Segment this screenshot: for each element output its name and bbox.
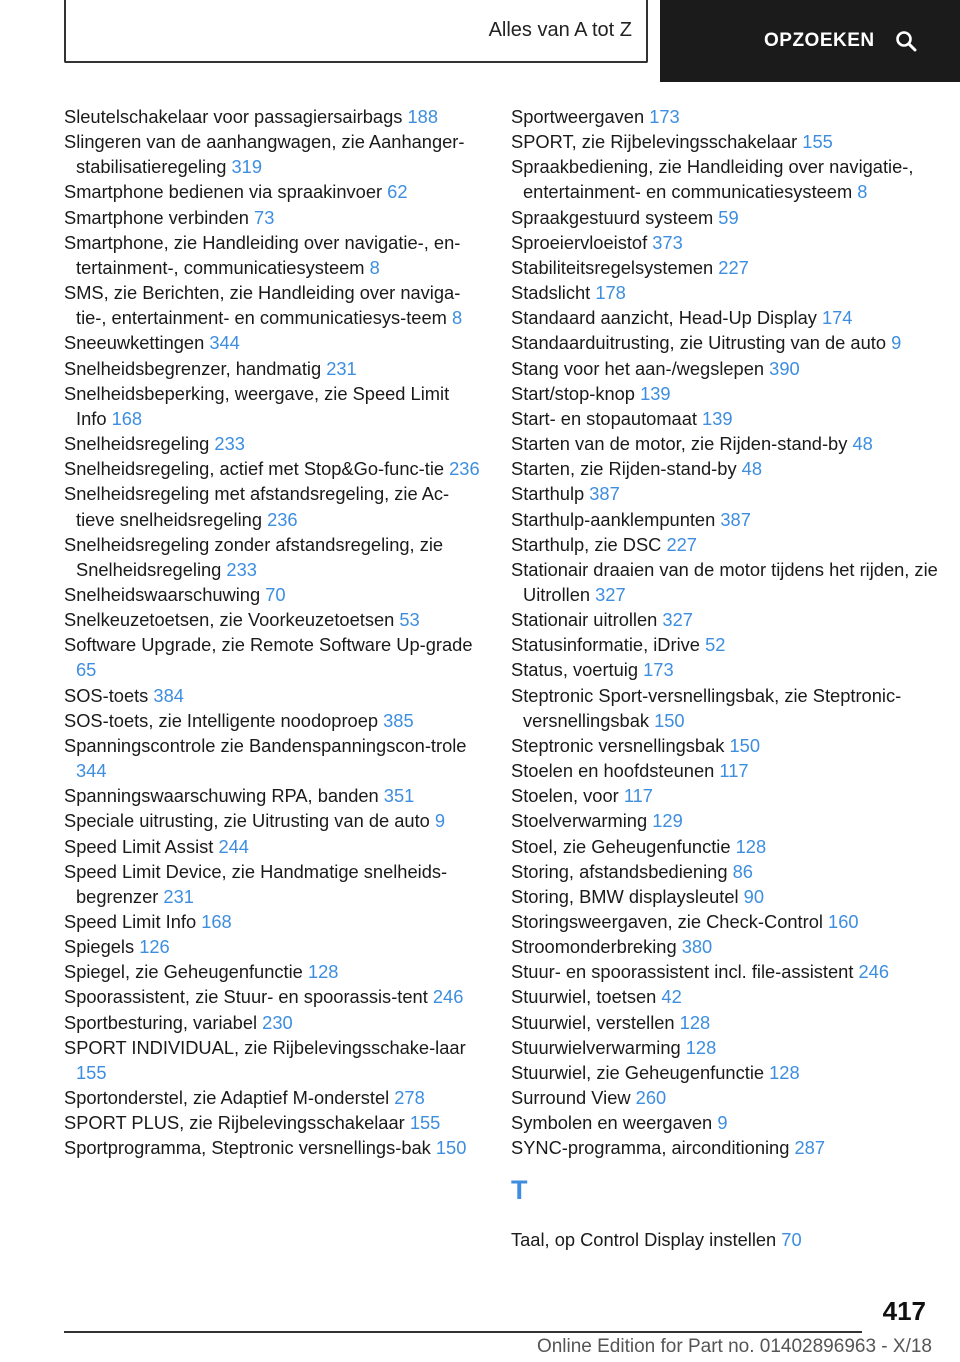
- index-entry-text: Standaarduitrusting, zie Uitrusting van de auto: [511, 332, 892, 354]
- index-entry: [511, 532, 941, 557]
- page-link[interactable]: 150: [729, 734, 760, 756]
- index-entry: [64, 356, 484, 381]
- page-link[interactable]: 117: [623, 785, 653, 807]
- index-entry-text: Start- en stopautomaat: [511, 407, 703, 429]
- index-entry-text: Spiegel, zie Geheugenfunctie: [64, 961, 308, 983]
- index-entry: [511, 884, 941, 909]
- page-link[interactable]: 128: [679, 1011, 711, 1033]
- index-entry-text: Start/stop-knop: [511, 382, 641, 404]
- page-link[interactable]: 59: [718, 206, 739, 228]
- index-entry: [511, 909, 941, 934]
- search-icon: [895, 30, 917, 52]
- page-link[interactable]: 233: [226, 558, 257, 580]
- page-link[interactable]: 155: [76, 1061, 107, 1083]
- index-entry-text: Sportbesturing, variabel: [64, 1011, 263, 1033]
- chapter-tab-label: Alles van A tot Z: [488, 19, 632, 41]
- index-entry: [511, 808, 941, 833]
- page-link[interactable]: 48: [741, 458, 763, 480]
- index-entry: [511, 1085, 941, 1110]
- index-entry: [64, 129, 484, 179]
- index-entry-text: SOS-toets: [64, 684, 154, 706]
- page-link[interactable]: 8: [369, 256, 380, 278]
- index-entry-text: Smartphone verbinden: [64, 206, 255, 228]
- page-link[interactable]: 246: [432, 986, 464, 1008]
- page-link[interactable]: 244: [218, 835, 249, 857]
- index-entry: [511, 758, 941, 783]
- index-entry: [511, 783, 941, 808]
- index-entry-text: SPORT INDIVIDUAL, zie Rijbelevingsschake-laar: [64, 1036, 466, 1058]
- page-link[interactable]: 178: [595, 282, 626, 304]
- index-entry-text: Stang voor het aan-/wegslepen: [511, 357, 770, 379]
- page-link[interactable]: 236: [267, 508, 298, 530]
- page-link[interactable]: 327: [662, 609, 693, 631]
- page-link[interactable]: 90: [743, 885, 765, 907]
- index-entry: [64, 381, 484, 431]
- index-entry: [64, 783, 484, 808]
- page-link[interactable]: 230: [262, 1011, 293, 1033]
- page-link[interactable]: 384: [153, 684, 184, 706]
- page-link[interactable]: 160: [828, 911, 859, 932]
- index-entry-text: Stuur- en spoorassistent incl. file-assistent: [511, 961, 859, 983]
- index-entry-text: Snelheidsbeperking, weergave, zie Speed Limit Info: [64, 382, 450, 429]
- index-entry: [511, 1135, 941, 1160]
- index-entry: [511, 507, 941, 532]
- index-entry: [511, 834, 941, 859]
- page-link[interactable]: 373: [652, 231, 683, 253]
- page-link[interactable]: 390: [769, 357, 800, 379]
- page-link[interactable]: 260: [635, 1087, 667, 1109]
- page-link[interactable]: 62: [387, 181, 408, 203]
- index-entry-text: Sleutelschakelaar voor passagiersairbags: [64, 106, 408, 127]
- page-link[interactable]: 150: [435, 1137, 467, 1159]
- index-entry: [511, 1010, 941, 1035]
- page-number: 417: [882, 1296, 926, 1326]
- index-entry-text: Sneeuwkettingen: [64, 332, 210, 354]
- index-entry-text: Smartphone, zie Handleiding over navigatie-, en-tertainment-, communicatiesysteem: [64, 231, 461, 278]
- search-button-label: OPZOEKEN: [764, 30, 875, 51]
- search-button[interactable]: [660, 0, 960, 82]
- page-link[interactable]: 231: [326, 357, 357, 379]
- index-entry-text: Storing, afstandsbediening: [511, 860, 733, 882]
- page-link[interactable]: 380: [681, 936, 713, 958]
- index-entry-text: Stoel, zie Geheugenfunctie: [511, 835, 736, 857]
- page-link[interactable]: 139: [640, 382, 671, 404]
- index-entry: [511, 381, 941, 406]
- page-link[interactable]: 385: [383, 709, 414, 731]
- index-entry: [511, 356, 941, 381]
- page-link[interactable]: 53: [399, 609, 420, 631]
- page-link[interactable]: 387: [589, 483, 620, 505]
- index-entry-text: Taal, op Control Display instellen: [511, 1228, 782, 1250]
- footer-divider: [64, 1331, 862, 1333]
- index-entry-text: Symbolen en weergaven: [511, 1112, 718, 1134]
- page-link[interactable]: 139: [702, 407, 733, 429]
- index-entry: [64, 330, 484, 355]
- index-list-s: [511, 104, 941, 1161]
- page-link[interactable]: 128: [735, 835, 767, 857]
- page-link[interactable]: 155: [802, 131, 833, 153]
- page-link[interactable]: 236: [449, 458, 480, 480]
- index-entry-text: SOS-toets, zie Intelligente noodoproep: [64, 709, 384, 731]
- index-entry-text: Starten van de motor, zie Rijden-stand-by: [511, 433, 853, 455]
- index-entry-text: Starten, zie Rijden-stand-by: [511, 458, 742, 480]
- page-link[interactable]: 173: [643, 659, 674, 681]
- index-entry: [511, 1035, 941, 1060]
- index-entry: [64, 959, 484, 984]
- index-entry: [64, 230, 484, 280]
- page-link[interactable]: 128: [685, 1036, 717, 1058]
- page-link[interactable]: 42: [661, 986, 682, 1008]
- index-entry: [511, 934, 941, 959]
- index-entry-text: Surround View: [511, 1087, 636, 1109]
- page-link[interactable]: 128: [307, 961, 339, 983]
- index-entry: [511, 129, 941, 154]
- index-entry-text: Stuurwielverwarming: [511, 1036, 686, 1058]
- index-entry: [511, 607, 941, 632]
- page-link[interactable]: 174: [821, 307, 853, 329]
- page-link[interactable]: 287: [794, 1137, 825, 1159]
- index-entry: [64, 1035, 484, 1085]
- index-entry-text: Stoelen, voor: [511, 785, 624, 807]
- page-link[interactable]: 8: [451, 307, 463, 329]
- index-entry: [64, 481, 484, 531]
- index-entry: [64, 532, 484, 582]
- page-link[interactable]: 188: [407, 106, 438, 127]
- index-entry-text: Storing, BMW displaysleutel: [511, 885, 744, 907]
- index-entry-text: Spanningswaarschuwing RPA, banden: [64, 785, 384, 807]
- page-link[interactable]: 227: [718, 256, 749, 278]
- index-entry-text: Smartphone bedienen via spraakinvoer: [64, 181, 388, 203]
- index-entry-text: Starthulp: [511, 483, 590, 505]
- page-link[interactable]: 278: [394, 1087, 425, 1109]
- index-entry-text: Stuurwiel, zie Geheugenfunctie: [511, 1061, 770, 1083]
- index-entry-text: Stoelverwarming: [511, 810, 653, 832]
- index-entry: [511, 657, 941, 682]
- page-link[interactable]: 86: [732, 860, 753, 882]
- page-link[interactable]: 117: [719, 760, 749, 782]
- index-entry: [511, 557, 941, 607]
- page-link[interactable]: 9: [434, 810, 446, 832]
- index-entry-text: Snelheidsregeling: [64, 433, 215, 455]
- index-entry-text: Spiegels: [64, 936, 140, 958]
- index-entry-text: Stationair uitrollen: [511, 609, 663, 631]
- index-entry-text: Snelheidswaarschuwing: [64, 583, 266, 605]
- page-link[interactable]: 129: [652, 810, 683, 832]
- index-entry: [511, 733, 941, 758]
- index-entry-text: Sproeiervloeistof: [511, 231, 653, 253]
- index-entry-text: Sportprogramma, Steptronic versnellings-bak: [64, 1137, 436, 1159]
- index-entry-text: Speed Limit Device, zie Handmatige snelheids-begrenzer: [64, 860, 448, 907]
- index-entry: [511, 431, 941, 456]
- index-entry-text: Speciale uitrusting, zie Uitrusting van de auto: [64, 810, 435, 832]
- index-entry: [64, 280, 484, 330]
- index-entry: [511, 859, 941, 884]
- index-entry: [64, 834, 484, 859]
- index-entry: [64, 431, 484, 456]
- index-entry: [511, 1060, 941, 1085]
- index-entry: [64, 1085, 484, 1110]
- index-entry: [511, 481, 941, 506]
- index-entry: [64, 1135, 484, 1160]
- index-entry-text: Snelkeuzetoetsen, zie Voorkeuzetoetsen: [64, 609, 400, 631]
- index-entry: [511, 406, 941, 431]
- page-link[interactable]: 344: [209, 332, 240, 354]
- index-entry-text: Spraakgestuurd systeem: [511, 206, 719, 228]
- index-entry-text: Stroomonderbreking: [511, 936, 682, 958]
- index-entry-text: SMS, zie Berichten, zie Handleiding over naviga-tie-, entertainment- en communicatiesys-teem: [64, 282, 461, 329]
- index-entry: [511, 1110, 941, 1135]
- index-entry-text: Software Upgrade, zie Remote Software Up-grade: [64, 634, 473, 656]
- index-entry: [64, 607, 484, 632]
- index-entry-text: Speed Limit Info: [64, 911, 202, 932]
- index-entry: [64, 582, 484, 607]
- index-entry-text: Steptronic Sport-versnellingsbak, zie Steptronic-versnellingsbak: [511, 684, 902, 731]
- page-link[interactable]: 168: [201, 911, 232, 932]
- index-entry: [511, 984, 941, 1009]
- index-entry: [64, 808, 484, 833]
- index-entry-text: Snelheidsbegrenzer, handmatig: [64, 357, 327, 379]
- index-entry-text: Starthulp-aanklempunten: [511, 508, 721, 530]
- index-column-left: [64, 104, 484, 1161]
- index-entry-text: Status, voertuig: [511, 659, 644, 681]
- index-entry: [511, 1227, 941, 1252]
- index-entry: [64, 205, 484, 230]
- page-link[interactable]: 173: [649, 106, 680, 127]
- page-link[interactable]: 246: [858, 961, 890, 983]
- page-link[interactable]: 128: [769, 1061, 800, 1083]
- page-link[interactable]: 327: [595, 583, 626, 605]
- index-column-right: [511, 104, 941, 1252]
- index-entry: [64, 934, 484, 959]
- index-entry-text: SYNC-programma, airconditioning: [511, 1137, 795, 1159]
- page-link[interactable]: 9: [891, 332, 902, 354]
- index-entry: [511, 683, 941, 733]
- page-link[interactable]: 70: [265, 583, 286, 605]
- index-entry: [511, 104, 941, 129]
- footer-edition: Online Edition for Part no. 01402896963 - X/18: [536, 1336, 932, 1357]
- index-entry-text: Sportonderstel, zie Adaptief M-onderstel: [64, 1087, 395, 1109]
- index-entry-text: Sportweergaven: [511, 106, 650, 127]
- index-entry: [64, 1010, 484, 1035]
- index-entry: [511, 230, 941, 255]
- page-link[interactable]: 155: [409, 1112, 441, 1134]
- index-entry: [511, 205, 941, 230]
- index-entry-text: Snelheidsregeling zonder afstandsregeling, zie Snelheidsregeling: [64, 533, 444, 580]
- index-entry-text: Stadslicht: [511, 282, 596, 304]
- index-entry: [511, 255, 941, 280]
- index-entry-text: SPORT, zie Rijbelevingsschakelaar: [511, 131, 803, 153]
- index-entry: [64, 859, 484, 909]
- page-link[interactable]: 150: [654, 709, 685, 731]
- page-link[interactable]: 233: [214, 433, 245, 455]
- index-entry-text: Snelheidsregeling, actief met Stop&Go-func-tie: [64, 458, 450, 480]
- index-entry-text: SPORT PLUS, zie Rijbelevingsschakelaar: [64, 1112, 410, 1134]
- index-list-t: [511, 1227, 941, 1252]
- index-entry: [511, 959, 941, 984]
- page-link[interactable]: 319: [231, 156, 262, 178]
- index-entry: [511, 305, 941, 330]
- index-entry: [64, 733, 484, 783]
- page-link[interactable]: 126: [139, 936, 170, 958]
- index-entry: [511, 330, 941, 355]
- page-link[interactable]: 387: [720, 508, 751, 530]
- index-entry-text: Spoorassistent, zie Stuur- en spoorassis-tent: [64, 986, 433, 1008]
- page-link[interactable]: 73: [254, 206, 275, 228]
- index-entry-text: Stabiliteitsregelsystemen: [511, 256, 719, 278]
- index-entry: [64, 909, 484, 934]
- index-entry-text: Snelheidsregeling met afstandsregeling, zie Ac-tieve snelheidsregeling: [64, 483, 450, 530]
- section-letter: T: [511, 1174, 528, 1205]
- index-entry-text: Steptronic versnellingsbak: [511, 734, 730, 756]
- page-link[interactable]: 48: [852, 433, 873, 455]
- page-link[interactable]: 168: [111, 407, 143, 429]
- index-entry-text: Starthulp, zie DSC: [511, 533, 667, 555]
- index-entry-text: Standaard aanzicht, Head-Up Display: [511, 307, 822, 329]
- page-link[interactable]: 52: [705, 634, 726, 656]
- index-entry: [64, 632, 484, 682]
- page-link[interactable]: 8: [857, 181, 868, 203]
- index-entry: [64, 708, 484, 733]
- index-entry-text: Spanningscontrole zie Bandenspanningscon-trole: [64, 734, 467, 756]
- index-entry-text: Storingsweergaven, zie Check-Control: [511, 911, 829, 932]
- index-entry-text: Statusinformatie, iDrive: [511, 634, 706, 656]
- index-entry: [511, 154, 941, 204]
- index-entry-text: Speed Limit Assist: [64, 835, 219, 857]
- index-entry: [64, 104, 484, 129]
- index-entry: [511, 280, 941, 305]
- index-entry-text: Stuurwiel, verstellen: [511, 1011, 680, 1033]
- index-entry: [64, 179, 484, 204]
- page-link[interactable]: 9: [717, 1112, 728, 1134]
- index-entry: [511, 456, 941, 481]
- page-link[interactable]: 65: [76, 659, 97, 681]
- index-entry: [64, 984, 484, 1009]
- index-entry-text: Stuurwiel, toetsen: [511, 986, 662, 1008]
- page-link[interactable]: 351: [383, 785, 415, 807]
- index-entry: [64, 1110, 484, 1135]
- index-entry-text: Stoelen en hoofdsteunen: [511, 760, 720, 782]
- page-link[interactable]: 231: [163, 885, 194, 907]
- index-entry: [511, 632, 941, 657]
- index-entry: [64, 683, 484, 708]
- page-link[interactable]: 227: [666, 533, 697, 555]
- index-entry-text: Stationair draaien van de motor tijdens het rijden, zie Uitrollen: [511, 558, 938, 605]
- page-link[interactable]: 344: [76, 760, 107, 782]
- page-link[interactable]: 70: [781, 1228, 802, 1250]
- chapter-tab[interactable]: [64, 0, 648, 63]
- index-entry-text: Spraakbediening, zie Handleiding over navigatie-, entertainment- en communicatiesysteem: [511, 156, 914, 203]
- index-entry: [64, 456, 484, 481]
- index-entry-text: Slingeren van de aanhangwagen, zie Aanhanger-stabilisatieregeling: [64, 131, 465, 178]
